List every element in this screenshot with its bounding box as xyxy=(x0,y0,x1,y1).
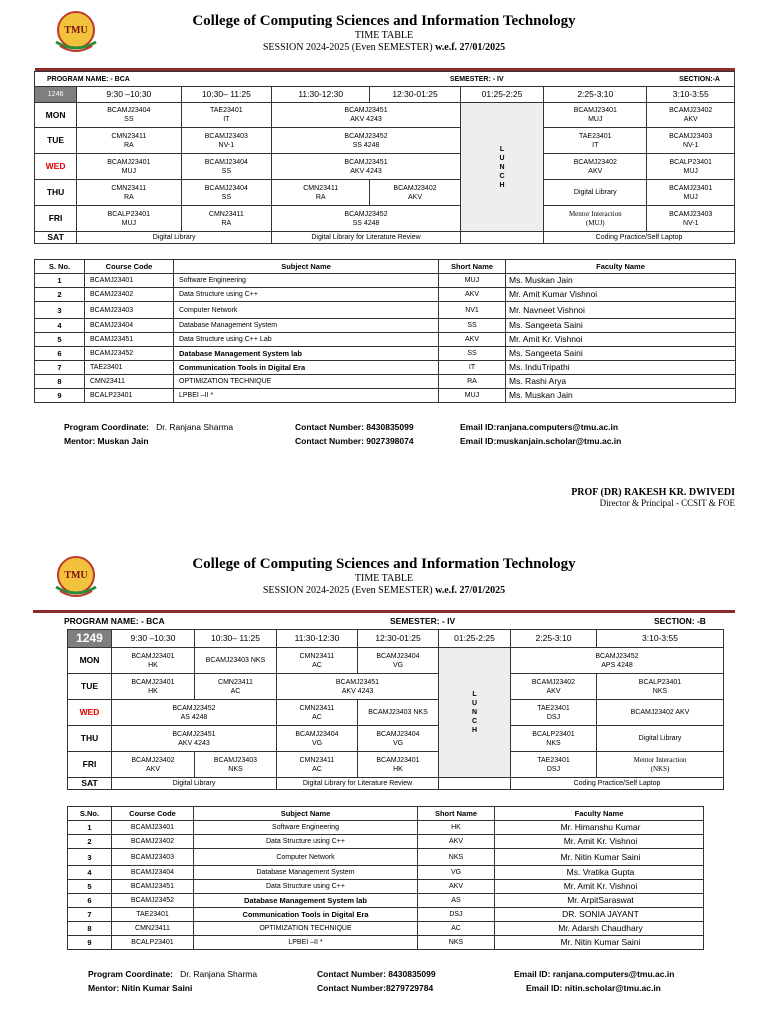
coordinator-info: Program Coordinate: Dr. Ranjana Sharma Mentor: Muskan Jain xyxy=(64,422,234,446)
day-label: FRI xyxy=(68,752,112,778)
col-header: Short Name xyxy=(418,807,495,821)
table-row: 5 BCAMJ23451 Data Structure using C++ Lab AKV Mr. Amit Kr. Vishnoi xyxy=(35,333,736,347)
coordinator-info: Program Coordinate: Dr. Ranjana Sharma Mentor: Nitin Kumar Saini xyxy=(88,969,258,993)
table-row: 3 BCAMJ23403 Computer Network NKS Mr. Nitin Kumar Saini xyxy=(68,849,704,866)
period-cell: BCAMJ23402 AKV xyxy=(647,103,735,128)
slot-header: 9:30 –10:30 xyxy=(77,87,181,103)
period-cell: BCAMJ23403 NKS xyxy=(358,700,439,726)
slot-header: 10:30– 11:25 xyxy=(181,87,272,103)
period-cell: BCAMJ23404 SS xyxy=(181,180,272,206)
session-line: SESSION 2024-2025 (Even SEMESTER) w.e.f. 27/01/2025 xyxy=(262,585,506,596)
email-info: Email ID:ranjana.computers@tmu.ac.in Email ID:muskanjain.scholar@tmu.ac.in xyxy=(460,422,622,446)
period-cell: TAE23401 IT xyxy=(544,128,647,154)
slot-header: 12:30-01:25 xyxy=(358,630,439,648)
period-cell: Mentor Interaction (MUJ) xyxy=(544,206,647,232)
subject-table xyxy=(34,259,736,403)
period-cell: BCAMJ23402 AKV xyxy=(370,180,461,206)
table-row: 9 BCALP23401 LPBEI –II * MUJ Ms. Muskan Jain xyxy=(35,389,736,403)
period-cell: BCAMJ23402 AKV xyxy=(511,674,597,700)
day-label: THU xyxy=(68,726,112,752)
program-name: PROGRAM NAME: - BCA xyxy=(35,72,272,87)
svg-text:TMU: TMU xyxy=(64,25,88,36)
table-row: 9 BCALP23401 LPBEI –II * NKS Mr. Nitin Kumar Saini xyxy=(68,936,704,950)
row-mon xyxy=(35,103,735,128)
period-cell: BCAMJ23401 MUJ xyxy=(77,154,181,180)
period-cell: BCALP23401 MUJ xyxy=(77,206,181,232)
period-cell: BCAMJ23401 HK xyxy=(112,674,195,700)
slot-header: 2:25-3:10 xyxy=(544,87,647,103)
semester: SEMESTER: - IV xyxy=(272,72,544,87)
period-cell: BCAMJ23451 AKV 4243 xyxy=(112,726,277,752)
col-header: Course Code xyxy=(112,807,194,821)
day-label: TUE xyxy=(35,128,77,154)
period-cell: TAE23401 DSJ xyxy=(511,700,597,726)
svg-text:TMU: TMU xyxy=(64,570,88,581)
table-row: 2 BCAMJ23402 Data Structure using C++ AKV Mr. Amit Kr. Vishnoi xyxy=(68,835,704,849)
lunch-break: L U N C H xyxy=(460,103,543,232)
period-cell: BCALP23401 NKS xyxy=(511,726,597,752)
table-row: 7 TAE23401 Communication Tools in Digital Era IT Ms. InduTripathi xyxy=(35,361,736,375)
timetable-section-a xyxy=(0,0,768,508)
period-cell: Digital Library for Literature Review xyxy=(272,232,461,244)
row-wed xyxy=(68,700,724,726)
header xyxy=(0,543,768,595)
program-name: PROGRAM NAME: - BCA xyxy=(64,616,165,626)
period-cell: BCAMJ23452 AS 4248 xyxy=(112,700,277,726)
table-row: 2 BCAMJ23402 Data Structure using C++ AKV Mr. Amit Kumar Vishnoi xyxy=(35,288,736,302)
period-cell: BCAMJ23451 AKV 4243 xyxy=(272,103,461,128)
period-cell: BCAMJ23401 MUJ xyxy=(544,103,647,128)
row-sat xyxy=(35,232,735,244)
mentor-info: Mentor: Nitin Kumar Saini xyxy=(88,983,193,993)
slot-header: 2:25-3:10 xyxy=(511,630,597,648)
period-cell: BCAMJ23404 SS xyxy=(77,103,181,128)
row-tue xyxy=(68,674,724,700)
timetable-section-b xyxy=(0,543,768,993)
table-row: 1 BCAMJ23401 Software Engineering MUJ Ms. Muskan Jain xyxy=(35,274,736,288)
period-cell: BCAMJ23404 SS xyxy=(181,154,272,180)
row-sat xyxy=(68,778,724,790)
day-label: WED xyxy=(35,154,77,180)
session-line: SESSION 2024-2025 (Even SEMESTER) w.e.f. 27/01/2025 xyxy=(262,42,506,53)
day-label: SAT xyxy=(68,778,112,790)
slot-header: 12:30-01:25 xyxy=(370,87,461,103)
col-header: S.No. xyxy=(68,807,112,821)
period-cell xyxy=(439,778,511,790)
email-info: Email ID: ranjana.computers@tmu.ac.in Email ID: nitin.scholar@tmu.ac.in xyxy=(514,969,675,993)
col-header: Course Code xyxy=(85,260,174,274)
col-header: S. No. xyxy=(35,260,85,274)
period-cell: CMN23411 RA xyxy=(77,180,181,206)
period-cell: BCAMJ23403 NKS xyxy=(195,648,277,674)
period-cell: TAE23401 DSJ xyxy=(511,752,597,778)
contact-info: Contact Number: 8430835099 Contact Number: 9027398074 xyxy=(295,422,414,446)
timetable-grid xyxy=(34,71,735,244)
period-cell xyxy=(460,232,543,244)
slot-header: 01:25-2:25 xyxy=(439,630,511,648)
contact-info: Contact Number: 8430835099 Contact Number:8279729784 xyxy=(317,969,436,993)
period-cell: Digital Library xyxy=(544,180,647,206)
table-row: 1 BCAMJ23401 Software Engineering HK Mr. Himanshu Kumar xyxy=(68,821,704,835)
slot-header: 3:10-3:55 xyxy=(647,87,735,103)
col-header: Subject Name xyxy=(194,807,418,821)
period-cell: Coding Practice/Self Laptop xyxy=(544,232,735,244)
college-title: College of Computing Sciences and Information Technology xyxy=(192,556,576,572)
table-row: 8 CMN23411 OPTIMIZATION TECHNIQUE RA Ms. Rashi Arya xyxy=(35,375,736,389)
period-cell: BCAMJ23452 APS 4248 xyxy=(511,648,724,674)
room-number: 1249 xyxy=(68,630,112,648)
section-label: SECTION:-A xyxy=(544,72,735,87)
room-number: 1246 xyxy=(35,87,77,103)
col-header: Faculty Name xyxy=(495,807,704,821)
mentor-info: Mentor: Muskan Jain xyxy=(64,436,149,446)
slot-header: 9:30 –10:30 xyxy=(112,630,195,648)
period-cell: BCAMJ23451 AKV 4243 xyxy=(272,154,461,180)
period-cell: CMN23411 AC xyxy=(277,700,358,726)
period-cell: BCAMJ23404 VG xyxy=(277,726,358,752)
signature-block: PROF (DR) RAKESH KR. DWIVEDI Director & Principal - CCSIT & FOE xyxy=(571,487,735,508)
period-cell: Mentor Interaction (NKS) xyxy=(597,752,724,778)
day-label: MON xyxy=(35,103,77,128)
college-title: College of Computing Sciences and Information Technology xyxy=(192,13,576,29)
table-row: 4 BCAMJ23404 Database Management System SS Ms. Sangeeta Saini xyxy=(35,319,736,333)
day-label: SAT xyxy=(35,232,77,244)
period-cell: BCAMJ23404 VG xyxy=(358,726,439,752)
day-label: WED xyxy=(68,700,112,726)
table-row: 3 BCAMJ23403 Computer Network NV1 Mr. Navneet Vishnoi xyxy=(35,302,736,319)
table-row: 5 BCAMJ23451 Data Structure using C++ AKV Mr. Amit Kr. Vishnoi xyxy=(68,880,704,894)
row-fri xyxy=(35,206,735,232)
slot-header: 11:30-12:30 xyxy=(277,630,358,648)
period-cell: CMN23411 AC xyxy=(277,648,358,674)
subject-table xyxy=(67,806,704,950)
period-cell: CMN23411 RA xyxy=(272,180,370,206)
period-cell: BCAMJ23403 NV-1 xyxy=(647,206,735,232)
table-row: 6 BCAMJ23452 Database Management System lab SS Ms. Sangeeta Saini xyxy=(35,347,736,361)
slot-header: 10:30– 11:25 xyxy=(195,630,277,648)
period-cell: BCALP23401 NKS xyxy=(597,674,724,700)
timetable-grid xyxy=(67,629,724,790)
row-fri xyxy=(68,752,724,778)
period-cell: CMN23411 AC xyxy=(277,752,358,778)
period-cell: BCAMJ23452 SS 4248 xyxy=(272,206,461,232)
semester: SEMESTER: - IV xyxy=(390,616,456,626)
lunch-break: L U N C H xyxy=(439,648,511,778)
slot-header: 11:30-12:30 xyxy=(272,87,370,103)
period-cell: Coding Practice/Self Laptop xyxy=(511,778,724,790)
col-header: Short Name xyxy=(439,260,506,274)
period-cell: Digital Library xyxy=(112,778,277,790)
period-cell: TAE23401 IT xyxy=(181,103,272,128)
period-cell: CMN23411 AC xyxy=(195,674,277,700)
table-row: 7 TAE23401 Communication Tools in Digital Era DSJ DR. SONIA JAYANT xyxy=(68,908,704,922)
day-label: TUE xyxy=(68,674,112,700)
table-row: 6 BCAMJ23452 Database Management System lab AS Mr. ArpitSaraswat xyxy=(68,894,704,908)
row-wed xyxy=(35,154,735,180)
table-row: 8 CMN23411 OPTIMIZATION TECHNIQUE AC Mr. Adarsh Chaudhary xyxy=(68,922,704,936)
period-cell: BCAMJ23403 NKS xyxy=(195,752,277,778)
row-thu xyxy=(35,180,735,206)
header-text xyxy=(0,12,768,54)
period-cell: BCAMJ23401 HK xyxy=(358,752,439,778)
period-cell: BCALP23401 MUJ xyxy=(647,154,735,180)
row-mon xyxy=(68,648,724,674)
day-label: THU xyxy=(35,180,77,206)
accent-bar xyxy=(33,610,735,613)
day-label: FRI xyxy=(35,206,77,232)
period-cell: Digital Library xyxy=(77,232,272,244)
col-header: Subject Name xyxy=(174,260,439,274)
period-cell: BCAMJ23402 AKV xyxy=(597,700,724,726)
header xyxy=(0,0,768,52)
timetable-label: TIME TABLE xyxy=(354,30,414,41)
period-cell: BCAMJ23401 HK xyxy=(112,648,195,674)
timetable-label: TIME TABLE xyxy=(354,573,414,584)
period-cell: BCAMJ23404 VG xyxy=(358,648,439,674)
slot-header: 01:25-2:25 xyxy=(460,87,543,103)
period-cell: BCAMJ23402 AKV xyxy=(112,752,195,778)
col-header: Faculty Name xyxy=(506,260,736,274)
header-text xyxy=(0,555,768,597)
section-label: SECTION: -B xyxy=(654,616,706,626)
period-cell: BCAMJ23452 SS 4248 xyxy=(272,128,461,154)
row-thu xyxy=(68,726,724,752)
period-cell: Digital Library xyxy=(597,726,724,752)
period-cell: BCAMJ23403 NV-1 xyxy=(647,128,735,154)
slot-header: 3:10-3:55 xyxy=(597,630,724,648)
day-label: MON xyxy=(68,648,112,674)
period-cell: CMN23411 RA xyxy=(181,206,272,232)
period-cell: BCAMJ23402 AKV xyxy=(544,154,647,180)
period-cell: BCAMJ23403 NV-1 xyxy=(181,128,272,154)
row-tue xyxy=(35,128,735,154)
period-cell: BCAMJ23401 MUJ xyxy=(647,180,735,206)
period-cell: BCAMJ23451 AKV 4243 xyxy=(277,674,439,700)
period-cell: CMN23411 RA xyxy=(77,128,181,154)
table-row: 4 BCAMJ23404 Database Management System VG Ms. Vratika Gupta xyxy=(68,866,704,880)
period-cell: Digital Library for Literature Review xyxy=(277,778,439,790)
